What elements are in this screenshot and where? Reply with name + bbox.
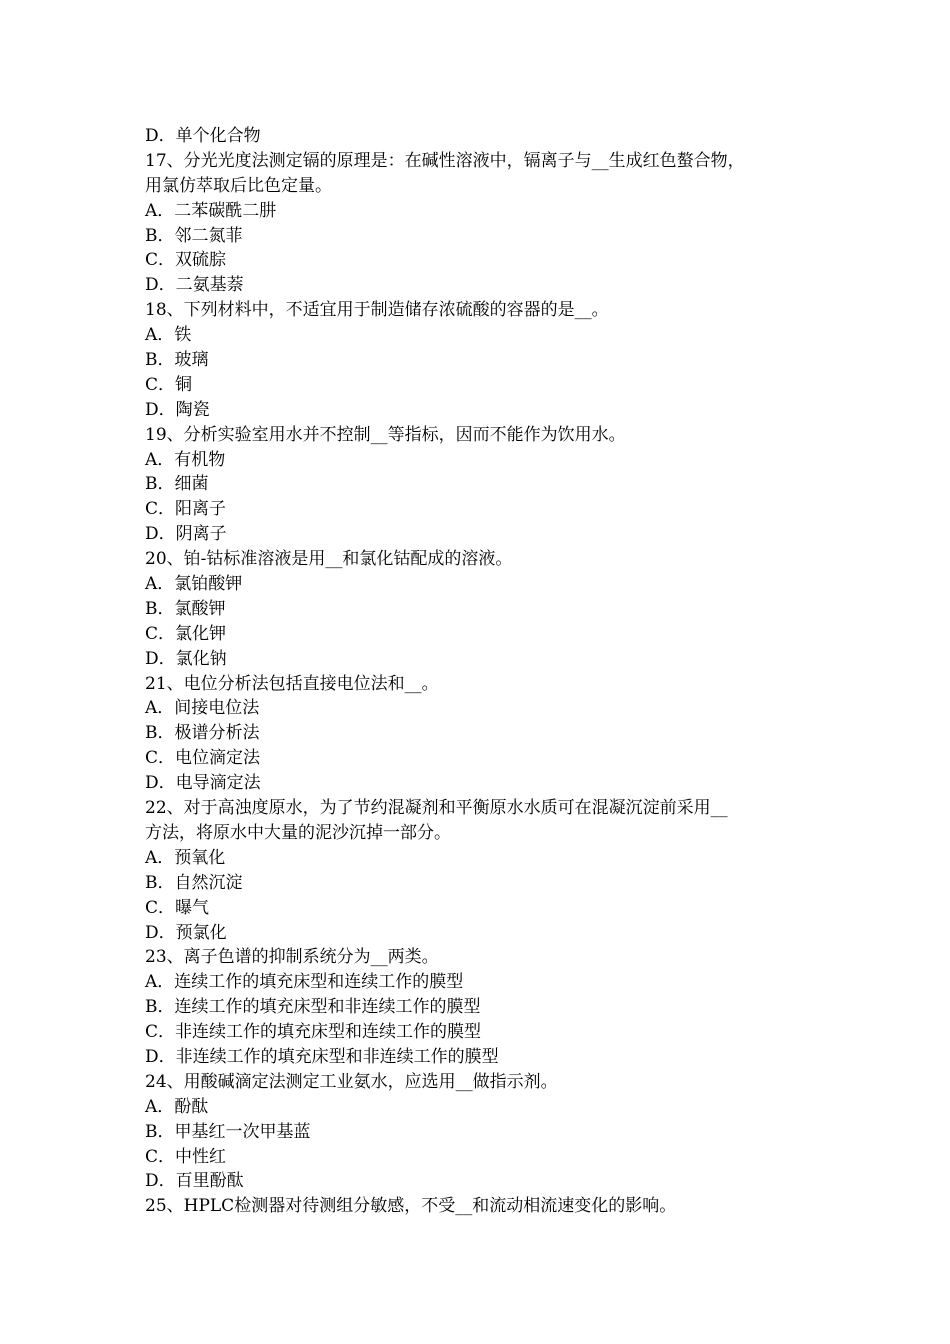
text-line: 方法，将原水中大量的泥沙沉掉一部分。 — [145, 822, 451, 843]
option-line: B．极谱分析法 — [145, 723, 260, 744]
text-line: D．单个化合物 — [145, 126, 261, 146]
option-line: D．氯化钠 — [145, 648, 227, 669]
document-page — [145, 124, 835, 1219]
question-line: 24、用酸碱滴定法测定工业氨水，应选用__做指示剂。 — [145, 1071, 558, 1092]
option-line: A．二苯碳酰二肼 — [145, 200, 277, 221]
option-line: D．阴离子 — [145, 524, 227, 545]
question-line: 17、分光光度法测定镉的原理是：在碱性溶液中，镉离子与__生成红色螯合物， — [145, 150, 745, 171]
text-line: 用氯仿萃取后比色定量。 — [145, 175, 332, 196]
question-line: 23、离子色谱的抑制系统分为__两类。 — [145, 947, 439, 968]
option-line: B．自然沉淀 — [145, 872, 243, 893]
option-line: D．陶瓷 — [145, 399, 210, 420]
option-line: D．预氯化 — [145, 922, 227, 943]
option-line: C．阳离子 — [145, 499, 227, 520]
option-line: C．双硫腙 — [145, 250, 227, 271]
option-line: C．曝气 — [145, 897, 210, 918]
option-line: B．连续工作的填充床型和非连续工作的膜型 — [145, 997, 481, 1018]
option-line: C．铜 — [145, 374, 193, 395]
option-line: D．百里酚酞 — [145, 1171, 244, 1192]
option-line: A．有机物 — [145, 449, 226, 470]
option-line: B．玻璃 — [145, 350, 209, 371]
option-line: A．酚酞 — [145, 1096, 209, 1117]
option-line: C．中性红 — [145, 1146, 227, 1167]
question-line: 18、下列材料中，不适宜用于制造储存浓硫酸的容器的是__。 — [145, 300, 609, 321]
question-line: 25、HPLC检测器对待测组分敏感，不受__和流动相流速变化的影响。 — [145, 1196, 677, 1217]
option-line: B．邻二氮菲 — [145, 225, 243, 246]
option-line: D．非连续工作的填充床型和非连续工作的膜型 — [145, 1046, 499, 1067]
question-line: 22、对于高浊度原水，为了节约混凝剂和平衡原水水质可在混凝沉淀前采用__ — [145, 798, 728, 819]
option-line: A．间接电位法 — [145, 698, 260, 719]
option-line: D．电导滴定法 — [145, 773, 261, 794]
option-line: C．非连续工作的填充床型和连续工作的膜型 — [145, 1022, 482, 1043]
option-line: C．电位滴定法 — [145, 748, 261, 769]
question-line: 19、分析实验室用水并不控制__等指标，因而不能作为饮用水。 — [145, 424, 626, 445]
option-line: B．氯酸钾 — [145, 598, 226, 619]
option-line: A．连续工作的填充床型和连续工作的膜型 — [145, 972, 464, 993]
option-line: A．预氧化 — [145, 847, 226, 868]
option-line: A．氯铂酸钾 — [145, 574, 243, 595]
option-line: B．甲基红一次甲基蓝 — [145, 1121, 311, 1142]
option-line: A．铁 — [145, 325, 192, 346]
option-line: C．氯化钾 — [145, 623, 227, 644]
question-line: 21、电位分析法包括直接电位法和__。 — [145, 673, 439, 694]
option-line: D．二氨基萘 — [145, 275, 244, 296]
question-line: 20、铂-钴标准溶液是用__和氯化钴配成的溶液。 — [145, 549, 513, 570]
option-line: B．细菌 — [145, 474, 209, 495]
